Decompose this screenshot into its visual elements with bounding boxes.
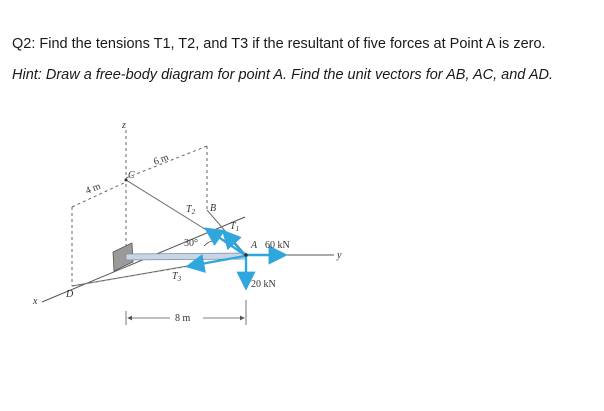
svg-text:T1: $T_1$ — [230, 221, 240, 233]
angle-label: 30° — [184, 238, 198, 249]
dim-8m-label: 8 m — [175, 313, 191, 324]
force-20kn-label: 20 kN — [251, 279, 276, 290]
hint-text: Hint: Draw a free-body diagram for point A. Find the unit vectors for AB, AC, and AD. — [12, 67, 554, 83]
t3-label — [172, 271, 182, 283]
t2-label — [186, 204, 196, 216]
dim-6m-label: 6 m — [152, 151, 171, 168]
angle-arc — [204, 241, 212, 246]
z-axis-label: z — [122, 120, 126, 131]
svg-text:T2: $T_2$ — [186, 204, 196, 216]
t1-label — [230, 221, 239, 233]
dim-4m-label: 4 m — [84, 180, 103, 197]
point-a-marker — [244, 253, 248, 257]
point-d-label: D — [66, 289, 74, 300]
point-a-label: A — [251, 240, 258, 251]
svg-text:T3: $T_3$ — [172, 271, 182, 283]
force-60kn-label: 60 kN — [265, 240, 290, 251]
point-b-label: B — [210, 203, 217, 214]
y-axis-label: y — [337, 250, 342, 261]
point-c-label: C — [128, 170, 135, 181]
question-text: Q2: Find the tensions T1, T2, and T3 if the resultant of five forces at Point A is zero. — [12, 36, 546, 52]
x-axis-label: x — [33, 296, 38, 307]
